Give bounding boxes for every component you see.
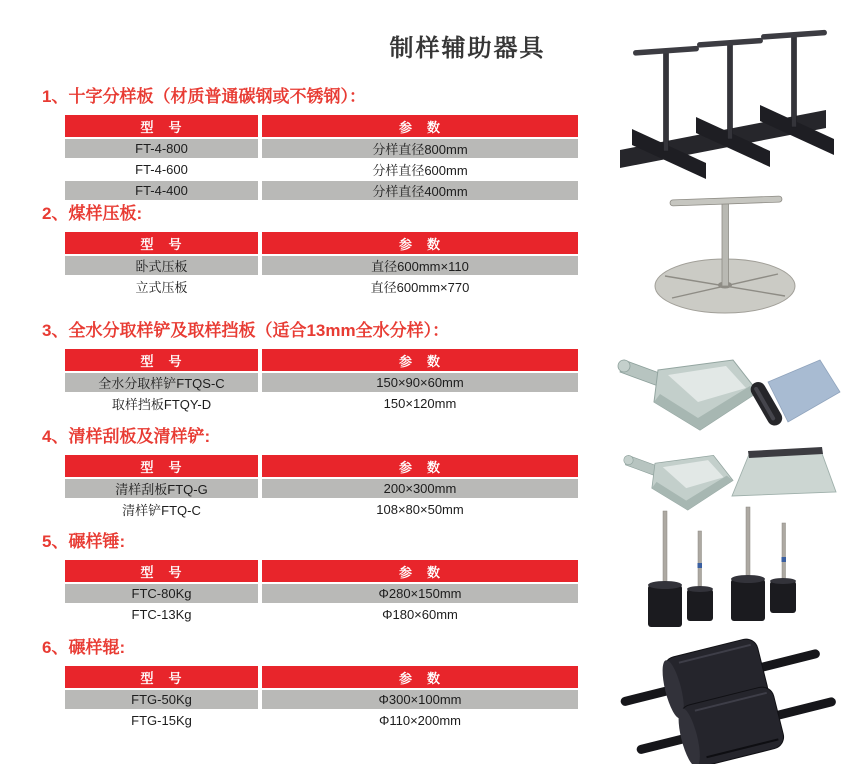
section-heading: 3、全水分取样铲及取样挡板（适合13mm全水分样）：	[42, 321, 450, 340]
col-header-param: 参 数	[262, 349, 578, 371]
section-scraper-scoop	[42, 426, 587, 521]
col-header-param: 参 数	[262, 455, 578, 477]
col-header-param: 参 数	[262, 666, 578, 688]
param-cell: 分样直径800mm	[262, 139, 578, 158]
model-cell: 清样铲FTQ-C	[65, 500, 258, 519]
param-cell: Φ280×150mm	[262, 584, 578, 603]
section-heading: 4、清样刮板及清样铲:	[42, 427, 211, 446]
table-row	[65, 500, 578, 519]
param-cell: Φ110×200mm	[262, 711, 578, 730]
param-cell: Φ300×100mm	[262, 690, 578, 709]
sample-rollers-photo	[608, 638, 845, 764]
model-cell: 全水分取样铲FTQS-C	[65, 373, 258, 392]
param-cell: Φ180×60mm	[262, 605, 578, 624]
section-cross-divider	[42, 86, 587, 202]
model-cell: 立式压板	[65, 277, 258, 296]
col-header-model: 型 号	[65, 349, 258, 371]
table-row	[65, 711, 578, 730]
table-row	[65, 160, 578, 179]
product-table	[65, 666, 578, 730]
param-cell: 108×80×50mm	[262, 500, 578, 519]
sample-hammers-photo	[610, 505, 847, 633]
param-cell: 分样直径600mm	[262, 160, 578, 179]
col-header-param: 参 数	[262, 560, 578, 582]
section-hammer	[42, 531, 587, 626]
table-row	[65, 394, 578, 413]
model-cell: FTC-13Kg	[65, 605, 258, 624]
table-header-row	[65, 666, 578, 688]
product-table	[65, 560, 578, 624]
model-cell: FT-4-400	[65, 181, 258, 200]
table-header-row	[65, 455, 578, 477]
table-row	[65, 139, 578, 158]
table-row	[65, 277, 578, 296]
table-row	[65, 605, 578, 624]
col-header-model: 型 号	[65, 666, 258, 688]
table-row	[65, 479, 578, 498]
product-table	[65, 455, 578, 519]
col-header-model: 型 号	[65, 115, 258, 137]
product-table	[65, 232, 578, 296]
param-cell: 直径600mm×770	[262, 277, 578, 296]
section-heading: 6、碾样辊:	[42, 638, 126, 657]
section-heading: 1、十字分样板（材质普通碳钢或不锈钢）：	[42, 87, 366, 106]
model-cell: 清样刮板FTQ-G	[65, 479, 258, 498]
moisture-scoop-and-board-photo	[608, 330, 845, 436]
model-cell: FT-4-600	[65, 160, 258, 179]
model-cell: 取样挡板FTQY-D	[65, 394, 258, 413]
model-cell: FTC-80Kg	[65, 584, 258, 603]
param-cell: 150×90×60mm	[262, 373, 578, 392]
col-header-model: 型 号	[65, 560, 258, 582]
col-header-param: 参 数	[262, 115, 578, 137]
table-row	[65, 584, 578, 603]
table-header-row	[65, 349, 578, 371]
table-row	[65, 690, 578, 709]
table-row	[65, 373, 578, 392]
col-header-model: 型 号	[65, 232, 258, 254]
param-cell: 直径600mm×110	[262, 256, 578, 275]
product-table	[65, 349, 578, 413]
model-cell: FTG-50Kg	[65, 690, 258, 709]
col-header-model: 型 号	[65, 455, 258, 477]
section-coal-press	[42, 203, 587, 298]
param-cell: 200×300mm	[262, 479, 578, 498]
section-heading: 5、碾样锤:	[42, 532, 126, 551]
page-title: 制样辅助器具	[389, 35, 546, 62]
table-header-row	[65, 560, 578, 582]
param-cell: 150×120mm	[262, 394, 578, 413]
section-heading: 2、煤样压板:	[42, 204, 143, 223]
model-cell: 卧式压板	[65, 256, 258, 275]
table-row	[65, 181, 578, 200]
table-header-row	[65, 232, 578, 254]
model-cell: FTG-15Kg	[65, 711, 258, 730]
table-header-row	[65, 115, 578, 137]
coal-sample-press-photo	[610, 188, 847, 324]
product-table	[65, 115, 578, 200]
section-moisture-scoop	[42, 320, 587, 415]
scoop-and-scraper-photo	[608, 432, 845, 514]
model-cell: FT-4-800	[65, 139, 258, 158]
section-roller	[42, 637, 587, 732]
table-row	[65, 256, 578, 275]
col-header-param: 参 数	[262, 232, 578, 254]
param-cell: 分样直径400mm	[262, 181, 578, 200]
